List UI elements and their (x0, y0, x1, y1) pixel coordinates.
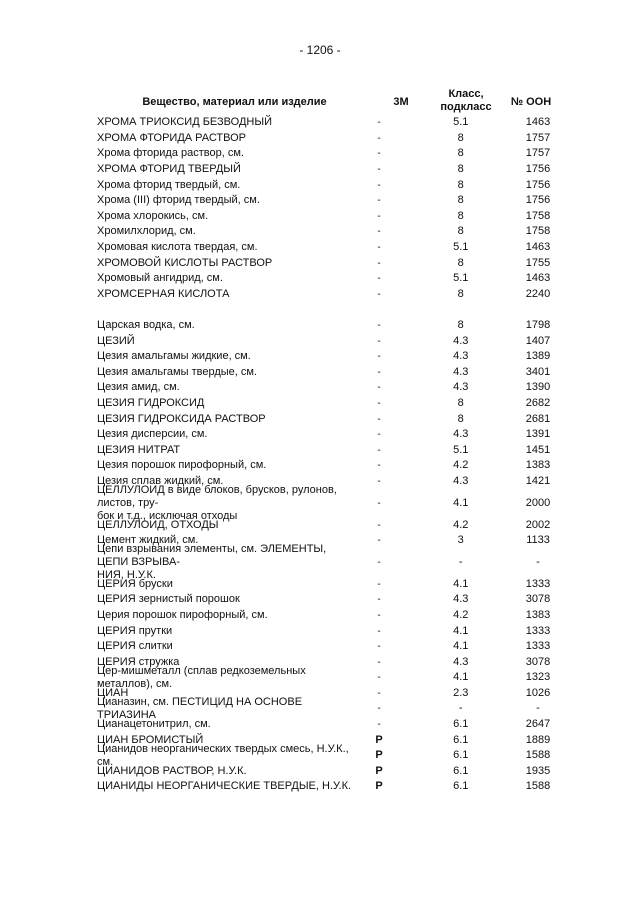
un-number: 1133 (526, 534, 550, 547)
un-number: 1758 (525, 209, 551, 222)
class-value: 4.1 (453, 577, 469, 590)
zm-value: - (377, 535, 381, 547)
table-row (97, 396, 567, 412)
class-value: 4.3 (453, 365, 469, 378)
substance-name: ЦЕЛЛУЛОИД, ОТХОДЫ (97, 518, 219, 531)
class-value: 4.1 (453, 640, 469, 653)
class-value: 6.1 (453, 764, 469, 777)
zm-value: - (377, 519, 381, 531)
substance-name: ЦЕЗИЯ ГИДРОКСИД (97, 396, 205, 409)
substance-name: Цезия амид, см. (97, 381, 180, 394)
substance-name: Цианидов неорганических твердых смесь, Н.У.К., см. (97, 742, 349, 768)
class-value: 4.3 (453, 474, 469, 487)
substance-name: Хромилхлорид, см. (97, 225, 196, 238)
table-row (97, 349, 567, 365)
un-number: - (536, 555, 540, 568)
table-row (97, 742, 567, 768)
table-row (97, 764, 567, 780)
un-number: 1407 (525, 334, 551, 347)
un-number: 2002 (525, 518, 551, 531)
zm-value: - (377, 179, 381, 191)
zm-value: P (375, 749, 383, 762)
un-number: 1798 (525, 319, 551, 332)
class-value: 4.3 (453, 334, 469, 347)
substance-name: ЦЕРИЯ зернистый порошок (97, 593, 240, 606)
class-value: 8 (457, 147, 464, 160)
substance-name: Хрома фторид твердый, см. (97, 178, 241, 191)
substance-name: ЦЕРИЯ бруски (97, 577, 173, 590)
class-value: 8 (457, 194, 464, 207)
table-row (97, 177, 567, 193)
substance-name: ЦИАН (97, 686, 129, 699)
class-value: 4.1 (453, 671, 469, 684)
zm-value: P (375, 764, 383, 777)
class-value: 6.1 (453, 780, 469, 793)
un-number: 3078 (525, 593, 551, 606)
un-number: 1333 (525, 624, 551, 637)
zm-value: - (377, 288, 381, 300)
un-number: 1451 (525, 443, 551, 456)
table-row (97, 365, 567, 381)
substance-name: Хрома хлорокись, см. (97, 209, 209, 222)
table-row (97, 623, 567, 639)
class-value: 4.2 (453, 459, 469, 472)
substance-name: ХРОМА ТРИОКСИД БЕЗВОДНЫЙ (97, 116, 272, 129)
class-value: - (458, 702, 463, 715)
table-row (97, 255, 567, 271)
substance-name: ХРОМОВОЙ КИСЛОТЫ РАСТВОР (97, 256, 273, 269)
zm-value: - (377, 257, 381, 269)
un-number: 1588 (525, 749, 551, 762)
substance-name: Цезия амальгамы твердые, см. (97, 365, 257, 378)
un-number: 1323 (525, 671, 551, 684)
zm-value: - (377, 444, 381, 456)
un-number: 1588 (525, 780, 551, 793)
substance-name: Цер-мишметалл (сплав редкоземельных металлов), см. (97, 664, 306, 690)
zm-value: - (377, 703, 381, 715)
column-header-class: Класс, подкласс (440, 88, 492, 113)
table-row (97, 458, 567, 474)
class-value: 5.1 (453, 272, 469, 285)
un-number: 1389 (525, 350, 551, 363)
zm-value: - (377, 641, 381, 653)
zm-value: - (377, 117, 381, 129)
substance-name: Хрома фторида раствор, см. (97, 147, 244, 160)
class-value: 8 (457, 287, 464, 300)
zm-value: - (377, 164, 381, 176)
table-row (97, 664, 567, 690)
class-value: 2.3 (453, 686, 469, 699)
un-number: 2681 (525, 412, 551, 425)
un-number: 1463 (525, 241, 551, 254)
substance-name: ХРОМСЕРНАЯ КИСЛОТА (97, 287, 230, 300)
substance-name: Цезия амальгамы жидкие, см. (97, 350, 251, 363)
table-row (97, 639, 567, 655)
un-number: 2682 (525, 396, 551, 409)
zm-value: - (377, 460, 381, 472)
table-row (97, 333, 567, 349)
table-row (97, 271, 567, 287)
zm-value: - (377, 497, 381, 509)
zm-value: - (377, 226, 381, 238)
table-row (97, 695, 567, 721)
un-number: 2647 (525, 718, 551, 731)
table-row (97, 287, 567, 303)
substance-name: Хромовая кислота твердая, см. (97, 241, 258, 254)
un-number: - (536, 702, 540, 715)
zm-value: - (377, 672, 381, 684)
un-number: 1383 (525, 459, 551, 472)
un-number: 1333 (525, 577, 551, 590)
un-number: 1390 (525, 381, 551, 394)
class-value: - (458, 555, 463, 568)
un-number: 1383 (525, 608, 551, 621)
un-number: 1463 (525, 116, 551, 129)
class-value: 8 (457, 178, 464, 191)
zm-value: - (377, 609, 381, 621)
table-row (97, 517, 567, 533)
substance-name: Цианазин, см. ПЕСТИЦИД НА ОСНОВЕ ТРИАЗИНА (97, 695, 303, 721)
zm-value: - (377, 366, 381, 378)
class-value: 4.1 (453, 496, 469, 509)
un-number: 1756 (525, 178, 551, 191)
substance-name: Цемент жидкий, см. (97, 534, 199, 547)
un-number: 1757 (525, 147, 551, 160)
table-row (97, 542, 567, 581)
zm-value: - (377, 242, 381, 254)
class-value: 8 (457, 209, 464, 222)
un-number: 1421 (525, 474, 551, 487)
substance-name: ЦИАН БРОМИСТЫЙ (97, 733, 204, 746)
substance-name: ЦЕРИЯ стружка (97, 655, 180, 668)
class-value: 8 (457, 163, 464, 176)
substance-name: Цепи взрывания элементы, см. ЭЛЕМЕНТЫ, ЦЕПИ ВЗРЫВА- НИЯ, Н.У.К. (97, 542, 327, 581)
zm-value: - (377, 656, 381, 668)
substance-name: ЦЕРИЯ прутки (97, 624, 173, 637)
un-number: 2000 (525, 496, 551, 509)
zm-value: - (377, 413, 381, 425)
column-header-un-number: № ООН (510, 96, 552, 108)
un-number: 1935 (525, 764, 551, 777)
substance-name: ЦЕЛЛУЛОИД в виде блоков, брусков, рулонов, листов, тру- бок и т.д., исключая отходы (97, 483, 337, 522)
substance-name: Цезия сплав жидкий, см. (97, 474, 224, 487)
class-value: 6.1 (453, 733, 469, 746)
substance-name: ЦЕРИЯ слитки (97, 640, 173, 653)
zm-value: - (377, 687, 381, 699)
zm-value: - (377, 132, 381, 144)
substance-name: Цианацетонитрил, см. (97, 718, 211, 731)
table-row (97, 240, 567, 256)
table-row (97, 115, 567, 131)
table-row (97, 483, 567, 522)
class-value: 8 (457, 225, 464, 238)
table-row (97, 131, 567, 147)
table-row (97, 442, 567, 458)
table-row (97, 380, 567, 396)
substance-table (97, 115, 567, 795)
substance-name: ЦЕЗИЯ ГИДРОКСИДА РАСТВОР (97, 412, 266, 425)
page-number: - 1206 - (299, 43, 341, 57)
table-row (97, 209, 567, 225)
class-value: 5.1 (453, 443, 469, 456)
class-value: 4.3 (453, 428, 469, 441)
zm-value: - (377, 351, 381, 363)
class-value: 8 (457, 256, 464, 269)
substance-name: ХРОМА ФТОРИДА РАСТВОР (97, 131, 247, 144)
substance-name: Царская водка, см. (97, 319, 195, 332)
un-number: 1463 (525, 272, 551, 285)
zm-value: - (377, 210, 381, 222)
zm-value: - (377, 556, 381, 568)
class-value: 4.3 (453, 381, 469, 394)
zm-value: - (377, 273, 381, 285)
class-value: 4.1 (453, 624, 469, 637)
substance-name: ЦИАНИДОВ РАСТВОР, Н.У.К. (97, 764, 247, 777)
zm-value: - (377, 320, 381, 332)
un-number: 1755 (525, 256, 551, 269)
un-number: 1391 (525, 428, 551, 441)
table-row (97, 717, 567, 733)
table-row (97, 224, 567, 240)
zm-value: - (377, 625, 381, 637)
table-row (97, 193, 567, 209)
class-value: 4.2 (453, 608, 469, 621)
un-number: 1756 (525, 194, 551, 207)
un-number: 3401 (525, 365, 551, 378)
zm-value: - (377, 429, 381, 441)
table-row (97, 779, 567, 795)
zm-value: - (377, 578, 381, 590)
zm-value: - (377, 195, 381, 207)
table-row (97, 162, 567, 178)
table-row (97, 608, 567, 624)
column-header-zm: 3M (393, 96, 409, 108)
substance-name: ЦИАНИДЫ НЕОРГАНИЧЕСКИЕ ТВЕРДЫЕ, Н.У.К. (97, 780, 352, 793)
table-row (97, 318, 567, 334)
zm-value: - (377, 719, 381, 731)
class-value: 3 (457, 534, 464, 547)
table-row (97, 592, 567, 608)
zm-value: - (377, 148, 381, 160)
class-value: 5.1 (453, 241, 469, 254)
zm-value: P (375, 733, 383, 746)
un-number: 2240 (525, 287, 551, 300)
class-value: 8 (457, 412, 464, 425)
class-value: 8 (457, 396, 464, 409)
class-value: 8 (457, 131, 464, 144)
class-value: 5.1 (453, 116, 469, 129)
zm-value: - (377, 475, 381, 487)
un-number: 1026 (525, 686, 551, 699)
table-row (97, 411, 567, 427)
substance-name: ЦЕЗИЙ (97, 334, 135, 347)
class-value: 8 (457, 319, 464, 332)
substance-name: Церия порошок пирофорный, см. (97, 608, 268, 621)
class-value: 6.1 (453, 749, 469, 762)
un-number: 1756 (525, 163, 551, 176)
zm-value: - (377, 594, 381, 606)
substance-name: Цезия дисперсии, см. (97, 428, 208, 441)
zm-value: P (375, 780, 383, 793)
un-number: 1333 (525, 640, 551, 653)
un-number: 3078 (525, 655, 551, 668)
table-row (97, 576, 567, 592)
substance-name: Хромовый ангидрид, см. (97, 272, 223, 285)
zm-value: - (377, 397, 381, 409)
class-value: 4.3 (453, 350, 469, 363)
substance-name: Хрома (III) фторид твердый, см. (97, 194, 260, 207)
class-value: 4.2 (453, 518, 469, 531)
table-row (97, 146, 567, 162)
class-value: 4.3 (453, 655, 469, 668)
column-header-substance: Вещество, материал или изделие (142, 96, 327, 108)
zm-value: - (377, 382, 381, 394)
un-number: 1889 (525, 733, 551, 746)
zm-value: - (377, 335, 381, 347)
table-row (97, 427, 567, 443)
un-number: 1757 (525, 131, 551, 144)
table-spacer (97, 302, 567, 318)
class-value: 4.3 (453, 593, 469, 606)
substance-name: ЦЕЗИЯ НИТРАТ (97, 443, 181, 456)
un-number: 1758 (525, 225, 551, 238)
substance-name: ХРОМА ФТОРИД ТВЕРДЫЙ (97, 163, 241, 176)
substance-name: Цезия порошок пирофорный, см. (97, 459, 267, 472)
class-value: 6.1 (453, 718, 469, 731)
